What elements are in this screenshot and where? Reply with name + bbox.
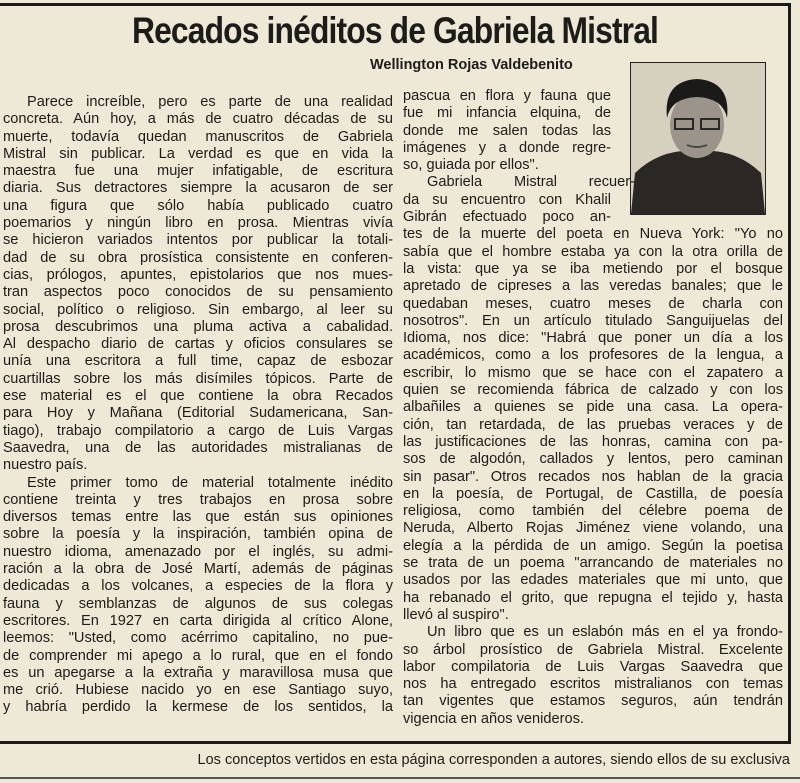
footer-rule <box>0 777 800 779</box>
left-column <box>3 94 393 717</box>
text-line: Este primer tomo de material totalmente inédito <box>27 474 393 491</box>
text-line: ha rebanado el grito, que repugna el tejido y, hasta <box>403 589 783 606</box>
text-line: tan vigentes que estamos seguros, aún tendrán <box>403 693 783 710</box>
text-line: para Hoy y Mañana (Editorial Sudamericana, San- <box>3 405 393 422</box>
text-line: Neruda, Alberto Rojas Jiménez viene volando, una <box>403 520 783 537</box>
text-line: unía una escritora a full time, capaz de esbozar <box>3 353 393 370</box>
paragraph <box>403 624 783 728</box>
text-line: tran aspectos poco conocidos de su pensamiento <box>3 284 393 301</box>
text-line: sabía que el hombre estaba ya con la otra orilla de <box>403 243 783 260</box>
author-byline: Wellington Rojas Valdebenito <box>370 57 573 73</box>
text-line: llevó al suspiro". <box>403 606 509 623</box>
text-line: es un apegarse a la extraña y maravillosa musa que <box>3 664 393 681</box>
text-line: contiene treinta y tres trabajos en prosa sobre <box>3 491 393 508</box>
text-line: dad de su obra prosística consistente en conferen- <box>3 249 393 266</box>
text-line: Gabriela Mistral recuer- <box>427 174 635 191</box>
text-line: prosa descubrimos una pluma activa a cabalidad. <box>3 318 393 335</box>
text-line: labor compilatoria de Luis Vargas Saavedra que <box>403 658 783 675</box>
text-line: muerte, todavía quedan manuscritos de Gabriela <box>3 128 393 145</box>
text-line: cuartillas sobre los más disímiles tópicos. Parte de <box>3 370 393 387</box>
text-line: sin pasar". Otros recados nos hablan de la gracia <box>403 468 783 485</box>
text-line: sobre la poesía y la inspiración, también opina de <box>3 526 393 543</box>
text-line: elegía a la pérdida de un amigo. Según la poetisa <box>403 537 783 554</box>
text-line: donde me salen todas las <box>403 122 611 139</box>
text-line: se trata de un poema "arrancando de materiales no <box>403 555 783 572</box>
text-line: imágenes y a donde regre- <box>403 139 611 156</box>
text-line: da su encuentro con Khalil <box>403 191 611 208</box>
text-line: ción, tan retardada, de las pruebas veraces y de <box>403 416 783 433</box>
text-line: nuestro país. <box>3 457 88 474</box>
text-line: se hicieron variados intentos por publicar la totali- <box>3 232 393 249</box>
text-line: Saavedra, una de las autoridades mistralianas de <box>3 439 393 456</box>
text-line: nuestro idioma, amenazado por el inglés, su admi- <box>3 543 393 560</box>
text-line: ración a la obra de José Martí, además de páginas <box>3 561 393 578</box>
text-line: escritores. En 1927 en carta dirigida al crítico Alone, <box>3 612 393 629</box>
text-line: apretado de cipreses a las veredas banales; que le <box>403 278 783 295</box>
text-line: tes de la muerte del poeta en Nueva York: "Yo no <box>403 226 783 243</box>
paragraph <box>3 475 393 717</box>
text-line: pascua en flora y fauna que <box>403 88 611 104</box>
text-line: Al despacho diario de cartas y oficios consulares se <box>3 336 393 353</box>
text-line: diaria. Sus detractores siempre la acusaron de ser <box>3 180 393 197</box>
text-line: ese material es el que contiene la obra Recados <box>3 388 393 405</box>
text-line: tiago), trabajo compilatorio a cargo de Luis Vargas <box>3 422 393 439</box>
text-line: escribir, lo mismo que se hace con el zapatero a <box>403 364 783 381</box>
text-line: poemarios y ningún libro en prosa. Mientras vivía <box>3 215 393 232</box>
right-column <box>403 88 783 728</box>
text-line: las justificaciones de las honras, camina con pa- <box>403 433 783 450</box>
text-line: académicos, como a los profesores de la lengua, a <box>403 347 783 364</box>
text-line: social, político o religioso. Sin embargo, al leer su <box>3 301 393 318</box>
text-line: dedicadas a los volcanes, a especies de la flora y <box>3 578 393 595</box>
text-line: so, guiada por ellos". <box>403 157 539 174</box>
article-title: Recados inéditos de Gabriela Mistral <box>131 10 659 51</box>
text-line: y habría perdido la kermese de los sentidos, la <box>3 699 393 716</box>
text-line: una figura que sólo había publicado cuatro <box>3 197 393 214</box>
text-line: quien se recomienda fábrica de calzado y con los <box>403 382 783 399</box>
paragraph <box>3 94 393 475</box>
text-line: concreta. Aún hoy, a más de cuatro décadas de su <box>3 111 393 128</box>
text-line: fue mi infancia elquina, de <box>403 105 611 122</box>
text-line: de comprender mi apego a lo rural, que en el fondo <box>3 647 393 664</box>
text-line: religiosa, como también del célebre poema de <box>403 503 783 520</box>
text-line: la vista: que ya se iba metiendo por el bosque <box>403 260 783 277</box>
text-line: Un libro que es un eslabón más en el ya frondo- <box>427 624 783 641</box>
text-line: leemos: "Usted, como acérrimo capitalino, no pue- <box>3 630 393 647</box>
text-line: nosotros". En un artículo titulado Sanguijuelas del <box>403 312 783 329</box>
text-line: usados por las edades materiales que mi unto, que <box>403 572 783 589</box>
text-line: Idioma, nos dice: "Habrá que poner un día a los <box>403 330 783 347</box>
text-line: vigencia en años venideros. <box>403 710 584 727</box>
text-line: sos de algodón, callados y lentos, pero caminan <box>403 451 783 468</box>
text-line: albañiles a quienes se pide una casa. La opera- <box>403 399 783 416</box>
text-line: diversos temas entre las que están sus opiniones <box>3 509 393 526</box>
text-line: nos ha entregado escritos mistralianos con temas <box>403 676 783 693</box>
text-line: maestra fue una mujer infatigable, de escritura <box>3 163 393 180</box>
paragraph <box>403 174 783 624</box>
text-line: Gibrán efectuado poco an- <box>403 209 611 226</box>
text-line: me crió. Hubiese nacido yo en ese Santiago suyo, <box>3 682 393 699</box>
footer-disclaimer: Los conceptos vertidos en esta página corresponden a autores, siendo ellos de su exclusiva <box>197 752 790 768</box>
text-line: Parece increíble, pero es parte de una realidad <box>27 94 393 110</box>
text-line: quedaban meses, cuatro meses de charla con <box>403 295 783 312</box>
text-line: so árbol prosístico de Gabriela Mistral. Excelente <box>403 641 783 658</box>
text-line: fauna y semblanzas de algunos de sus colegas <box>3 595 393 612</box>
text-line: Mistral sin publicar. La verdad es que en vida la <box>3 145 393 162</box>
text-line: en la poesía, de Portugal, de Castilla, de poesía <box>403 485 783 502</box>
paragraph <box>403 88 783 174</box>
text-line: cias, prólogos, apuntes, epistolarios que nos mues- <box>3 266 393 283</box>
